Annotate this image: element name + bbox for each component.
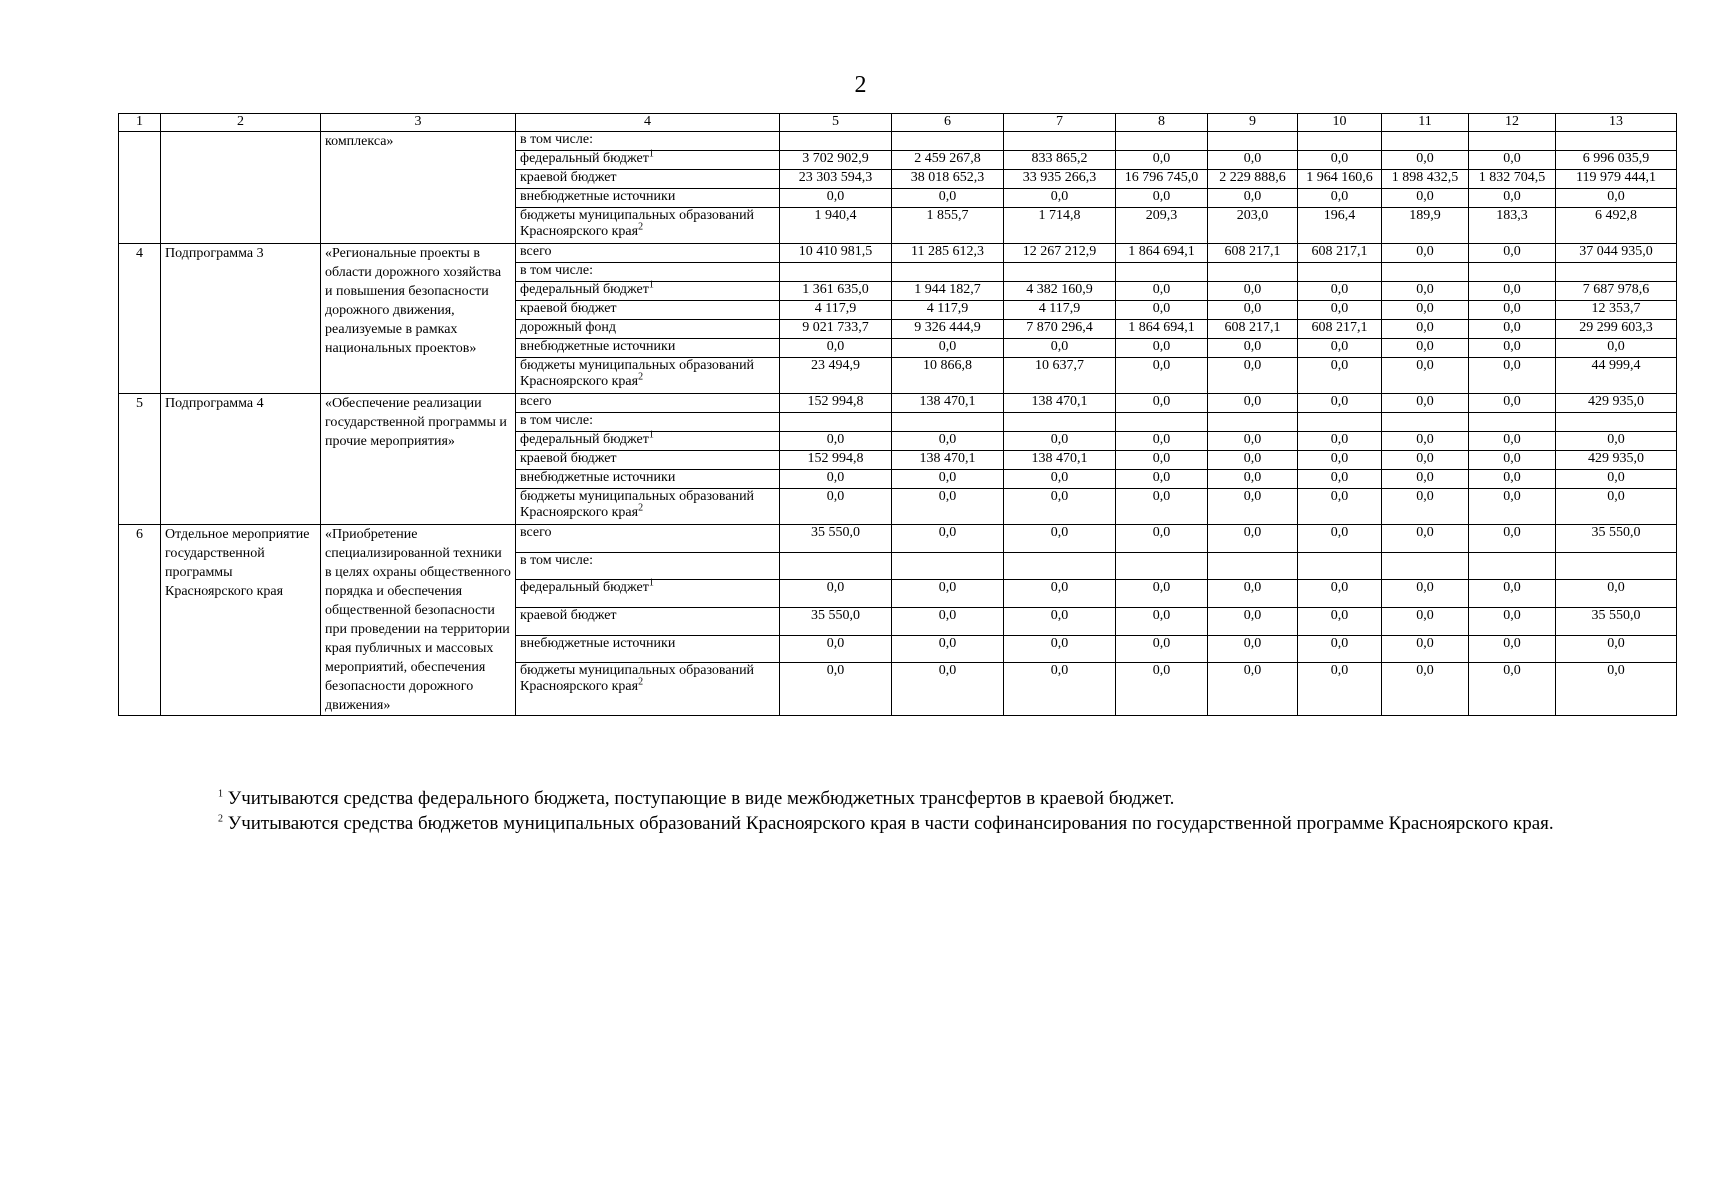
- value-cell: 0,0: [892, 489, 1004, 525]
- value-cell: 0,0: [1116, 580, 1208, 608]
- value-cell: 0,0: [1469, 394, 1556, 413]
- value-cell: 7 687 978,6: [1556, 282, 1677, 301]
- value-cell: 0,0: [1208, 525, 1298, 553]
- value-cell: 1 864 694,1: [1116, 320, 1208, 339]
- value-cell: 608 217,1: [1208, 320, 1298, 339]
- value-cell: [1298, 132, 1382, 151]
- column-header: 5: [780, 114, 892, 132]
- source-label: в том числе:: [516, 413, 780, 432]
- value-cell: 0,0: [780, 489, 892, 525]
- group-index: [119, 132, 161, 244]
- value-cell: 0,0: [1556, 580, 1677, 608]
- value-cell: 0,0: [1469, 244, 1556, 263]
- value-cell: 0,0: [1208, 151, 1298, 170]
- value-cell: [1382, 132, 1469, 151]
- value-cell: 44 999,4: [1556, 358, 1677, 394]
- value-cell: 0,0: [1298, 151, 1382, 170]
- value-cell: 0,0: [1298, 580, 1382, 608]
- value-cell: 0,0: [1116, 301, 1208, 320]
- value-cell: 35 550,0: [780, 608, 892, 636]
- value-cell: 0,0: [1116, 451, 1208, 470]
- value-cell: 1 940,4: [780, 208, 892, 244]
- value-cell: 10 637,7: [1004, 358, 1116, 394]
- source-label: дорожный фонд: [516, 320, 780, 339]
- value-cell: 0,0: [1208, 663, 1298, 716]
- value-cell: 0,0: [1469, 320, 1556, 339]
- value-cell: 4 117,9: [892, 301, 1004, 320]
- value-cell: [1382, 413, 1469, 432]
- value-cell: 0,0: [1298, 282, 1382, 301]
- value-cell: 12 267 212,9: [1004, 244, 1116, 263]
- footnote-ref: 2: [638, 676, 644, 688]
- column-header: 8: [1116, 114, 1208, 132]
- footnote-2-text: Учитываются средства бюджетов муниципальных образований Красноярского края в части софинансирования по государственной программе Красноярского края.: [227, 813, 1554, 834]
- value-cell: [780, 132, 892, 151]
- value-cell: 0,0: [780, 189, 892, 208]
- value-cell: 0,0: [1208, 470, 1298, 489]
- value-cell: 9 326 444,9: [892, 320, 1004, 339]
- value-cell: [892, 552, 1004, 580]
- value-cell: 0,0: [780, 663, 892, 716]
- column-header: 4: [516, 114, 780, 132]
- value-cell: 0,0: [1382, 339, 1469, 358]
- source-label: краевой бюджет: [516, 170, 780, 189]
- value-cell: 0,0: [1469, 489, 1556, 525]
- value-cell: 0,0: [1004, 470, 1116, 489]
- column-header: 13: [1556, 114, 1677, 132]
- value-cell: [780, 552, 892, 580]
- value-cell: [1116, 413, 1208, 432]
- source-label: всего: [516, 244, 780, 263]
- footnote-ref: 2: [638, 371, 644, 383]
- value-cell: 119 979 444,1: [1556, 170, 1677, 189]
- value-cell: 0,0: [1382, 451, 1469, 470]
- value-cell: [1469, 263, 1556, 282]
- value-cell: [1382, 552, 1469, 580]
- source-label: всего: [516, 525, 780, 553]
- value-cell: 3 702 902,9: [780, 151, 892, 170]
- source-label: федеральный бюджет$^1$: [516, 580, 780, 608]
- value-cell: [1004, 413, 1116, 432]
- value-cell: 0,0: [1298, 635, 1382, 663]
- value-cell: 0,0: [1004, 635, 1116, 663]
- value-cell: 189,9: [1382, 208, 1469, 244]
- value-cell: [1208, 413, 1298, 432]
- value-cell: 0,0: [1116, 470, 1208, 489]
- value-cell: 1 944 182,7: [892, 282, 1004, 301]
- value-cell: 0,0: [1469, 339, 1556, 358]
- value-cell: 0,0: [1382, 244, 1469, 263]
- value-cell: 7 870 296,4: [1004, 320, 1116, 339]
- value-cell: 0,0: [1298, 394, 1382, 413]
- value-cell: 0,0: [1298, 432, 1382, 451]
- value-cell: 0,0: [1004, 580, 1116, 608]
- value-cell: [1116, 263, 1208, 282]
- value-cell: [1469, 413, 1556, 432]
- footnote-1: $^1$ Учитываются средства федерального бюджета, поступающие в виде межбюджетных трансфертов в краевой бюджет.: [218, 788, 1175, 809]
- source-label: в том числе:: [516, 552, 780, 580]
- value-cell: [892, 413, 1004, 432]
- value-cell: 0,0: [1208, 451, 1298, 470]
- column-header: 1: [119, 114, 161, 132]
- source-label: бюджеты муниципальных образований Красноярского края$^2$: [516, 489, 780, 525]
- value-cell: 0,0: [780, 580, 892, 608]
- value-cell: 4 117,9: [780, 301, 892, 320]
- value-cell: 0,0: [1469, 470, 1556, 489]
- value-cell: [1208, 132, 1298, 151]
- value-cell: 0,0: [780, 432, 892, 451]
- group-name: [161, 132, 321, 244]
- column-header: 3: [321, 114, 516, 132]
- value-cell: 608 217,1: [1298, 244, 1382, 263]
- value-cell: 0,0: [1004, 189, 1116, 208]
- value-cell: 0,0: [1004, 432, 1116, 451]
- value-cell: 833 865,2: [1004, 151, 1116, 170]
- header-row: [119, 114, 1677, 132]
- value-cell: 0,0: [1382, 189, 1469, 208]
- value-cell: [1556, 132, 1677, 151]
- value-cell: 138 470,1: [1004, 451, 1116, 470]
- value-cell: 0,0: [1208, 189, 1298, 208]
- value-cell: 0,0: [1469, 301, 1556, 320]
- value-cell: [1556, 413, 1677, 432]
- value-cell: 2 229 888,6: [1208, 170, 1298, 189]
- value-cell: [1298, 413, 1382, 432]
- value-cell: 0,0: [1469, 635, 1556, 663]
- value-cell: 0,0: [1298, 489, 1382, 525]
- value-cell: 23 303 594,3: [780, 170, 892, 189]
- value-cell: 0,0: [780, 339, 892, 358]
- source-label: краевой бюджет: [516, 301, 780, 320]
- value-cell: 608 217,1: [1298, 320, 1382, 339]
- value-cell: [1556, 552, 1677, 580]
- value-cell: [1004, 132, 1116, 151]
- value-cell: 0,0: [1469, 608, 1556, 636]
- value-cell: 0,0: [1382, 470, 1469, 489]
- source-label: бюджеты муниципальных образований Красноярского края$^2$: [516, 663, 780, 716]
- value-cell: 138 470,1: [892, 451, 1004, 470]
- value-cell: 0,0: [1382, 489, 1469, 525]
- group-index: 6: [119, 525, 161, 716]
- value-cell: [1469, 132, 1556, 151]
- value-cell: 152 994,8: [780, 394, 892, 413]
- group-name: Подпрограмма 3: [161, 244, 321, 394]
- value-cell: 0,0: [1208, 394, 1298, 413]
- value-cell: 0,0: [1556, 470, 1677, 489]
- table-row: [119, 244, 1677, 263]
- value-cell: 0,0: [1298, 339, 1382, 358]
- value-cell: 12 353,7: [1556, 301, 1677, 320]
- source-label: бюджеты муниципальных образований Красноярского края$^2$: [516, 358, 780, 394]
- value-cell: 0,0: [1298, 358, 1382, 394]
- value-cell: 0,0: [1382, 432, 1469, 451]
- value-cell: [1116, 552, 1208, 580]
- value-cell: 196,4: [1298, 208, 1382, 244]
- value-cell: 0,0: [1208, 301, 1298, 320]
- value-cell: 11 285 612,3: [892, 244, 1004, 263]
- value-cell: 0,0: [1116, 635, 1208, 663]
- source-label: федеральный бюджет$^1$: [516, 432, 780, 451]
- value-cell: 1 964 160,6: [1298, 170, 1382, 189]
- value-cell: 0,0: [1116, 663, 1208, 716]
- source-label: внебюджетные источники: [516, 635, 780, 663]
- value-cell: 0,0: [1382, 358, 1469, 394]
- value-cell: [780, 413, 892, 432]
- value-cell: 1 898 432,5: [1382, 170, 1469, 189]
- group-index: 5: [119, 394, 161, 525]
- value-cell: 1 832 704,5: [1469, 170, 1556, 189]
- value-cell: 0,0: [1208, 358, 1298, 394]
- value-cell: 1 714,8: [1004, 208, 1116, 244]
- value-cell: 0,0: [1469, 282, 1556, 301]
- value-cell: 0,0: [1382, 608, 1469, 636]
- value-cell: [1382, 263, 1469, 282]
- value-cell: 0,0: [1382, 663, 1469, 716]
- source-label: федеральный бюджет$^1$: [516, 282, 780, 301]
- value-cell: 0,0: [780, 635, 892, 663]
- value-cell: 0,0: [1469, 151, 1556, 170]
- value-cell: 0,0: [892, 663, 1004, 716]
- budget-table: [118, 113, 1677, 716]
- value-cell: 4 117,9: [1004, 301, 1116, 320]
- column-header: 9: [1208, 114, 1298, 132]
- value-cell: 0,0: [1382, 525, 1469, 553]
- value-cell: 0,0: [1116, 608, 1208, 636]
- value-cell: [780, 263, 892, 282]
- value-cell: 0,0: [1116, 189, 1208, 208]
- value-cell: 0,0: [892, 432, 1004, 451]
- value-cell: 0,0: [1556, 663, 1677, 716]
- footnote-ref: 1: [648, 577, 654, 589]
- value-cell: 0,0: [1469, 663, 1556, 716]
- value-cell: 0,0: [1004, 608, 1116, 636]
- value-cell: 6 996 035,9: [1556, 151, 1677, 170]
- value-cell: 0,0: [1208, 339, 1298, 358]
- value-cell: 0,0: [1556, 339, 1677, 358]
- value-cell: 0,0: [1469, 580, 1556, 608]
- value-cell: 0,0: [1208, 432, 1298, 451]
- value-cell: 10 410 981,5: [780, 244, 892, 263]
- value-cell: 0,0: [892, 608, 1004, 636]
- value-cell: 1 855,7: [892, 208, 1004, 244]
- value-cell: 0,0: [1004, 663, 1116, 716]
- value-cell: [1004, 552, 1116, 580]
- value-cell: 0,0: [892, 470, 1004, 489]
- source-label: всего: [516, 394, 780, 413]
- footnote-ref: 2: [638, 221, 644, 233]
- group-title: «Приобретение специализированной техники в целях охраны общественного порядка и обеспечения общественной безопасности при проведении на территории края публичных и массовых мероприятий, обеспечения безопасности дорожного движения»: [321, 525, 516, 716]
- value-cell: [1469, 552, 1556, 580]
- value-cell: 1 361 635,0: [780, 282, 892, 301]
- value-cell: 0,0: [1116, 432, 1208, 451]
- value-cell: 608 217,1: [1208, 244, 1298, 263]
- footnote-ref: 1: [648, 279, 654, 291]
- value-cell: 38 018 652,3: [892, 170, 1004, 189]
- value-cell: 0,0: [1382, 282, 1469, 301]
- value-cell: 0,0: [1004, 525, 1116, 553]
- value-cell: 0,0: [1556, 635, 1677, 663]
- value-cell: 152 994,8: [780, 451, 892, 470]
- column-header: 10: [1298, 114, 1382, 132]
- value-cell: 0,0: [892, 189, 1004, 208]
- source-label: краевой бюджет: [516, 451, 780, 470]
- value-cell: 0,0: [1208, 282, 1298, 301]
- value-cell: 33 935 266,3: [1004, 170, 1116, 189]
- value-cell: 429 935,0: [1556, 394, 1677, 413]
- value-cell: 209,3: [1116, 208, 1208, 244]
- value-cell: 0,0: [1298, 470, 1382, 489]
- value-cell: 0,0: [892, 635, 1004, 663]
- footnote-2: $^2$ Учитываются средства бюджетов муниципальных образований Красноярского края в части софинансирования по государственной программе Красноярского края.: [218, 813, 1554, 834]
- value-cell: 0,0: [1382, 151, 1469, 170]
- value-cell: 0,0: [1469, 189, 1556, 208]
- value-cell: 23 494,9: [780, 358, 892, 394]
- group-title: «Региональные проекты в области дорожного хозяйства и повышения безопасности дорожного движения, реализуемые в рамках национальных проектов»: [321, 244, 516, 394]
- value-cell: 0,0: [1382, 580, 1469, 608]
- value-cell: [1556, 263, 1677, 282]
- value-cell: 0,0: [1469, 432, 1556, 451]
- value-cell: 0,0: [1116, 339, 1208, 358]
- value-cell: 0,0: [1382, 394, 1469, 413]
- value-cell: 0,0: [892, 339, 1004, 358]
- source-label: в том числе:: [516, 132, 780, 151]
- value-cell: 16 796 745,0: [1116, 170, 1208, 189]
- source-label: федеральный бюджет$^1$: [516, 151, 780, 170]
- value-cell: 0,0: [1469, 451, 1556, 470]
- footnotes: [218, 786, 1554, 836]
- column-header: 2: [161, 114, 321, 132]
- value-cell: 429 935,0: [1556, 451, 1677, 470]
- value-cell: [1116, 132, 1208, 151]
- value-cell: 35 550,0: [1556, 525, 1677, 553]
- value-cell: [892, 263, 1004, 282]
- value-cell: 0,0: [1556, 189, 1677, 208]
- footnote-1-text: Учитываются средства федерального бюджета, поступающие в виде межбюджетных трансфертов в краевой бюджет.: [227, 788, 1175, 809]
- value-cell: 0,0: [780, 470, 892, 489]
- value-cell: 0,0: [1208, 635, 1298, 663]
- value-cell: 138 470,1: [1004, 394, 1116, 413]
- value-cell: 0,0: [892, 525, 1004, 553]
- table-row: [119, 525, 1677, 553]
- value-cell: 0,0: [1004, 489, 1116, 525]
- source-label: в том числе:: [516, 263, 780, 282]
- value-cell: 0,0: [1469, 525, 1556, 553]
- value-cell: 0,0: [1298, 663, 1382, 716]
- value-cell: 0,0: [1116, 394, 1208, 413]
- value-cell: 6 492,8: [1556, 208, 1677, 244]
- column-header: 12: [1469, 114, 1556, 132]
- value-cell: 0,0: [1208, 580, 1298, 608]
- footnote-ref: 2: [638, 502, 644, 514]
- source-label: внебюджетные источники: [516, 339, 780, 358]
- source-label: внебюджетные источники: [516, 470, 780, 489]
- value-cell: 35 550,0: [780, 525, 892, 553]
- value-cell: 2 459 267,8: [892, 151, 1004, 170]
- value-cell: 0,0: [1382, 635, 1469, 663]
- value-cell: 0,0: [1298, 451, 1382, 470]
- table-row: [119, 132, 1677, 151]
- value-cell: 4 382 160,9: [1004, 282, 1116, 301]
- value-cell: [1208, 552, 1298, 580]
- group-index: 4: [119, 244, 161, 394]
- value-cell: 0,0: [1556, 432, 1677, 451]
- value-cell: 10 866,8: [892, 358, 1004, 394]
- value-cell: 203,0: [1208, 208, 1298, 244]
- value-cell: 0,0: [1298, 525, 1382, 553]
- value-cell: 0,0: [1469, 358, 1556, 394]
- value-cell: 0,0: [1382, 320, 1469, 339]
- value-cell: 183,3: [1469, 208, 1556, 244]
- value-cell: 138 470,1: [892, 394, 1004, 413]
- value-cell: 0,0: [1382, 301, 1469, 320]
- value-cell: 0,0: [1208, 608, 1298, 636]
- value-cell: 35 550,0: [1556, 608, 1677, 636]
- value-cell: [1298, 552, 1382, 580]
- group-title: «Обеспечение реализации государственной программы и прочие мероприятия»: [321, 394, 516, 525]
- value-cell: 0,0: [1116, 282, 1208, 301]
- footnote-ref: 1: [648, 148, 654, 160]
- column-header: 6: [892, 114, 1004, 132]
- value-cell: [1004, 263, 1116, 282]
- source-label: внебюджетные источники: [516, 189, 780, 208]
- source-label: бюджеты муниципальных образований Красноярского края$^2$: [516, 208, 780, 244]
- source-label: краевой бюджет: [516, 608, 780, 636]
- value-cell: 0,0: [1004, 339, 1116, 358]
- value-cell: 0,0: [1298, 301, 1382, 320]
- value-cell: 0,0: [1116, 489, 1208, 525]
- value-cell: [1298, 263, 1382, 282]
- table-body: [119, 132, 1677, 716]
- value-cell: 0,0: [1298, 189, 1382, 208]
- value-cell: 0,0: [1116, 525, 1208, 553]
- table-row: [119, 394, 1677, 413]
- group-name: Подпрограмма 4: [161, 394, 321, 525]
- value-cell: 29 299 603,3: [1556, 320, 1677, 339]
- column-header: 11: [1382, 114, 1469, 132]
- footnote-ref: 1: [648, 429, 654, 441]
- group-title: комплекса»: [321, 132, 516, 244]
- value-cell: 0,0: [1116, 358, 1208, 394]
- value-cell: [892, 132, 1004, 151]
- group-name: Отдельное мероприятие государственной программы Красноярского края: [161, 525, 321, 716]
- value-cell: [1208, 263, 1298, 282]
- value-cell: 0,0: [1298, 608, 1382, 636]
- column-header: 7: [1004, 114, 1116, 132]
- page-number: 2: [854, 72, 867, 98]
- value-cell: 0,0: [1556, 489, 1677, 525]
- value-cell: 0,0: [1208, 489, 1298, 525]
- value-cell: 0,0: [892, 580, 1004, 608]
- value-cell: 37 044 935,0: [1556, 244, 1677, 263]
- value-cell: 1 864 694,1: [1116, 244, 1208, 263]
- value-cell: 0,0: [1116, 151, 1208, 170]
- value-cell: 9 021 733,7: [780, 320, 892, 339]
